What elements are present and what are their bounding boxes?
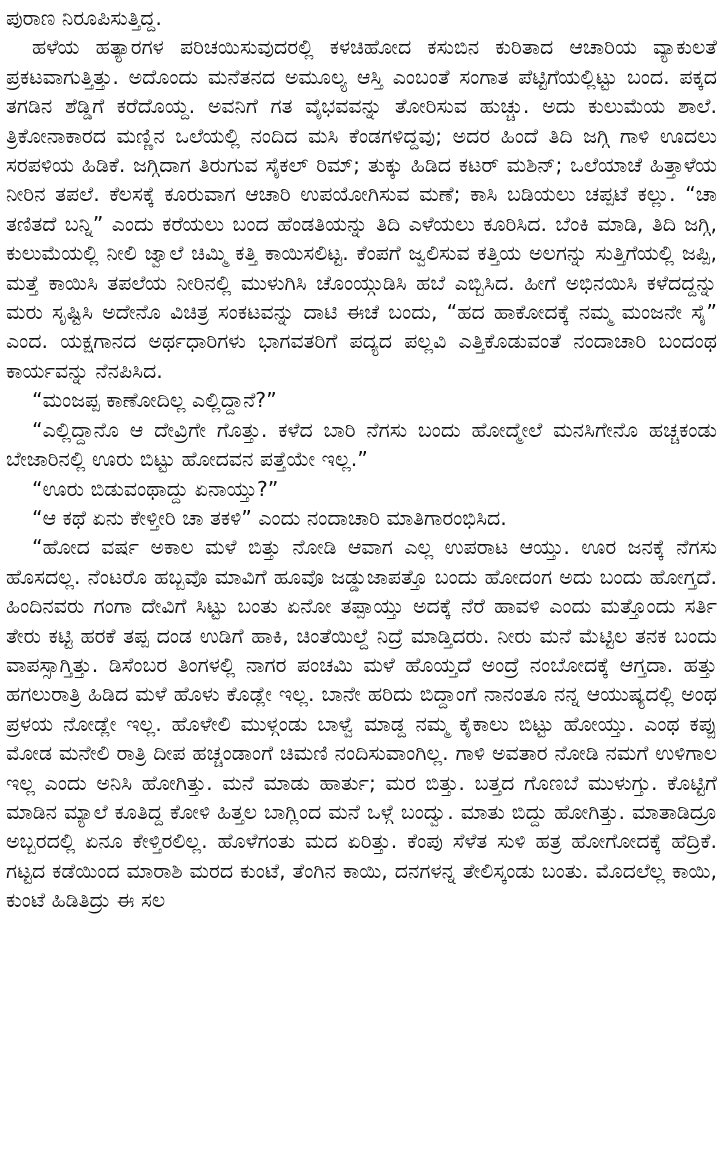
dialogue-line: “ಮಂಜಪ್ಪ ಕಾಣೋದಿಲ್ಲ ಎಲ್ಲಿದ್ದಾನೆ?”	[32, 388, 277, 413]
dialogue-line: “ಆ ಕಥೆ ಏನು ಕೇಳ್ತೀರಿ ಚಾ ತಕಳಿ” ಎಂದು ನಂದಾಚಾರಿ ಮಾತಿಗಾರಂಭಿಸಿದ.	[32, 505, 507, 530]
dialogue-line: “ಊರು ಬಿಡುವಂಥಾದ್ದು ಏನಾಯ್ತು?”	[32, 476, 279, 501]
paragraph-flood-story: “ಹೋದ ವರ್ಷ ಅಕಾಲ ಮಳೆ ಬಿತ್ತು ನೋಡಿ ಆವಾಗ ಎಲ್ಲ ಉಪರಾಟ ಆಯ್ತು. ಊರ ಜನಕ್ಕೆ ನೆಗಸು ಹೊಸದಲ್ಲ. ನೆಂಟರೊ ಹಬ್ಬವೊ ಮಾವಿಗೆ ಹೂವೊ ಜಡ್ಡುಜಾಪತ್ತೊ ಬಂದು ಹೋದಂಗ ಅದು ಬಂದು ಹೋಗ್ತದೆ. ಹಿಂದಿನವರು ಗಂಗಾ ದೇವಿಗೆ ಸಿಟ್ಟು ಬಂತು ಏನೋ ತಪ್ಪಾಯ್ತು ಅದಕ್ಕೆ ನೆರೆ ಹಾವಳಿ ಎಂದು ಮತ್ತೊಂದು ಸರ್ತಿ ತೇರು ಕಟ್ಟಿ ಹರಕೆ ತಪ್ಪ ದಂಡ ಉಡಿಗೆ ಹಾಕಿ, ಚಿಂತೆಯಿಲ್ದೆ ನಿದ್ರೆ ಮಾಡ್ತಿದರು. ನೀರು ಮನೆ ಮೆಟ್ಟಿಲ ತನಕ ಬಂದು ವಾಪಸ್ಸಾಗ್ತಿತ್ತು. ಡಿಸೆಂಬರ ತಿಂಗಳಲ್ಲಿ ನಾಗರ ಪಂಚಮಿ ಮಳೆ ಹೊಯ್ತದೆ ಅಂದ್ರೆ ನಂಬೋದಕ್ಕೆ ಆಗ್ತದಾ. ಹತ್ತು ಹಗಲುರಾತ್ರಿ ಹಿಡಿದ ಮಳೆ ಹೊಳು ಕೊಡ್ಲೇ ಇಲ್ಲ. ಬಾನೇ ಹರಿದು ಬಿದ್ದಾಂಗೆ ನಾನಂತೂ ನನ್ನ ಆಯುಷ್ಯದಲ್ಲಿ ಅಂಥ ಪ್ರಳಯ ನೋಡ್ಲೇ ಇಲ್ಲ. ಹೊಳೇಲಿ ಮುಳ್ಗಂಡು ಬಾಳ್ವೆ ಮಾಡ್ದ ನಮ್ಮ ಕೈಕಾಲು ಬಿಟ್ಟು ಹೋಯ್ತು. ಎಂಥ ಕಪ್ಪು ಮೋಡ ಮನೇಲಿ ರಾತ್ರಿ ದೀಪ ಹಚ್ಚಂಡಾಂಗೆ ಚಿಮಣಿ ನಂದಿಸುವಾಂಗಿಲ್ಲ. ಗಾಳಿ ಅವತಾರ ನೋಡಿ ನಮಗೆ ಉಳಿಗಾಲ ಇಲ್ಲ ಎಂದು ಅನಿಸಿ ಹೋಗಿತ್ತು. ಮನೆ ಮಾಡು ಹಾರ್ತು; ಮರ ಬಿತ್ತು. ಬತ್ತದ ಗೊಣಬೆ ಮುಳುಗ್ತು. ಕೊಟ್ಟಿಗೆ ಮಾಡಿನ ಮ್ಯಾಲೆ ಕೂತಿದ್ದ ಕೋಳಿ ಹಿತ್ತಲ ಬಾಗ್ಲಿಂದ ಮನೆ ಒಳ್ಗೆ ಬಂದ್ವು. ಮಾತು ಬಿದ್ದು ಹೋಗಿತ್ತು. ಮಾತಾಡಿದ್ರೂ ಅಬ್ಬರದಲ್ಲಿ ಏನೂ ಕೇಳ್ತಿರಲಿಲ್ಲ. ಹೊಳೆಗಂತು ಮದ ಏರಿತ್ತು. ಕೆಂಪು ಸೆಳೆತ ಸುಳಿ ಹತ್ರ ಹೋಗೋದಕ್ಕೆ ಹೆದ್ರಿಕೆ. ಗಟ್ಟದ ಕಡೆಯಿಂದ ಮಾರಾಶಿ ಮರದ ಕುಂಟೆ, ತೆಂಗಿನ ಕಾಯಿ, ದನಗಳನ್ನ ತೇಲಿಸ್ಕಂಡು ಬಂತು. ಮೊದಲೆಲ್ಲ ಕಾಯಿ, ಕುಂಟೆ ಹಿಡಿತಿದ್ರು ಈ ಸಲ	[6, 535, 717, 913]
paragraph-continuation: ಪುರಾಣ ನಿರೂಪಿಸುತ್ತಿದ್ದ.	[6, 6, 162, 30]
dialogue-line: “ಎಲ್ಲಿದ್ದಾನೊ ಆ ದೇವ್ರಿಗೇ ಗೊತ್ತು. ಕಳೆದ ಬಾರಿ ನೆಗಸು ಬಂದು ಹೋದ್ಮೇಲೆ ಮನಸಿಗೇನೊ ಹಚ್ಚಕಂಡು ಬೇಜಾರಿನಲ್ಲಿ ಊರು ಬಿಟ್ಟು ಹೋದವನ ಪತ್ತೆಯೇ ಇಲ್ಲ.”	[6, 417, 717, 472]
paragraph-tools: ಹಳೆಯ ಹತ್ಯಾರಗಳ ಪರಿಚಯಿಸುವುದರಲ್ಲಿ ಕಳಚಿಹೋದ ಕಸುಬಿನ ಕುರಿತಾದ ಆಚಾರಿಯ ವ್ಯಾಕುಲತೆ ಪ್ರಕಟವಾಗುತ್ತಿತ್ತು. ಅದೊಂದು ಮನೆತನದ ಅಮೂಲ್ಯ ಆಸ್ತಿ ಎಂಬಂತೆ ಸಂಗಾತ ಪೆಟ್ಟಿಗೆಯಲ್ಲಿಟ್ಟು ಬಂದ. ಪಕ್ಕದ ತಗಡಿನ ಶೆಡ್ಡಿಗೆ ಕರೆದೊಯ್ದ. ಅವನಿಗೆ ಗತ ವೈಭವವನ್ನು ತೋರಿಸುವ ಹುಚ್ಚು. ಅದು ಕುಲುಮೆಯ ಶಾಲೆ. ತ್ರಿಕೋನಾಕಾರದ ಮಣ್ಣಿನ ಒಲೆಯಲ್ಲಿ ನಂದಿದ ಮಸಿ ಕೆಂಡಗಳಿದ್ದವು; ಅದರ ಹಿಂದೆ ತಿದಿ ಜಗ್ಗಿ ಗಾಳಿ ಊದಲು ಸರಪಳಿಯ ಹಿಡಿಕೆ. ಜಗ್ಗಿದಾಗ ತಿರುಗುವ ಸೈಕಲ್ ರಿಮ್; ತುಕ್ಕು ಹಿಡಿದ ಕಟರ್ ಮಶಿನ್; ಒಲೆಯಾಚೆ ಹಿತ್ತಾಳೆಯ ನೀರಿನ ತಪಲೆ. ಕೆಲಸಕ್ಕೆ ಕೂರುವಾಗ ಆಚಾರಿ ಉಪಯೋಗಿಸುವ ಮಣೆ; ಕಾಸಿ ಬಡಿಯಲು ಚಪ್ಪಟೆ ಕಲ್ಲು. “ಚಾ ತಣಿತದೆ ಬನ್ನಿ” ಎಂದು ಕರೆಯಲು ಬಂದ ಹೆಂಡತಿಯನ್ನು ತಿದಿ ಎಳೆಯಲು ಕೂರಿಸಿದ. ಬೆಂಕಿ ಮಾಡಿ, ತಿದಿ ಜಗ್ಗಿ, ಕುಲುಮೆಯಲ್ಲಿ ನೀಲಿ ಜ್ವಾಲೆ ಚಿಮ್ಮಿ ಕತ್ತಿ ಕಾಯಿಸಲಿಟ್ಟ. ಕೆಂಪಗೆ ಜ್ವಲಿಸುವ ಕತ್ತಿಯ ಅಲಗನ್ನು ಸುತ್ತಿಗೆಯಲ್ಲಿ ಜಪ್ಪಿ, ಮತ್ತೆ ಕಾಯಿಸಿ ತಪಲೆಯ ನೀರಿನಲ್ಲಿ ಮುಳುಗಿಸಿ ಚೊಂಯ್ಗುಡಿಸಿ ಹಬೆ ಎಬ್ಬಿಸಿದ. ಹೀಗೆ ಅಭಿನಯಿಸಿ ಕಳೆದದ್ದನ್ನು ಮರು ಸೃಷ್ಟಿಸಿ ಅದೇನೊ ವಿಚಿತ್ರ ಸಂಕಟವನ್ನು ದಾಟಿ ಈಚೆ ಬಂದು, “ಹದ ಹಾಕೋದಕ್ಕೆ ನಮ್ಮ ಮಂಜನೇ ಸೈ” ಎಂದ. ಯಕ್ಷಗಾನದ ಅರ್ಥಧಾರಿಗಳು ಭಾಗವತರಿಗೆ ಪದ್ಯದ ಪಲ್ಲವಿ ಎತ್ತಿಕೊಡುವಂತೆ ನಂದಾಚಾರಿ ಬಂದಂಥ ಕಾರ್ಯವನ್ನು ನೆನಪಿಸಿದ.	[6, 35, 717, 383]
